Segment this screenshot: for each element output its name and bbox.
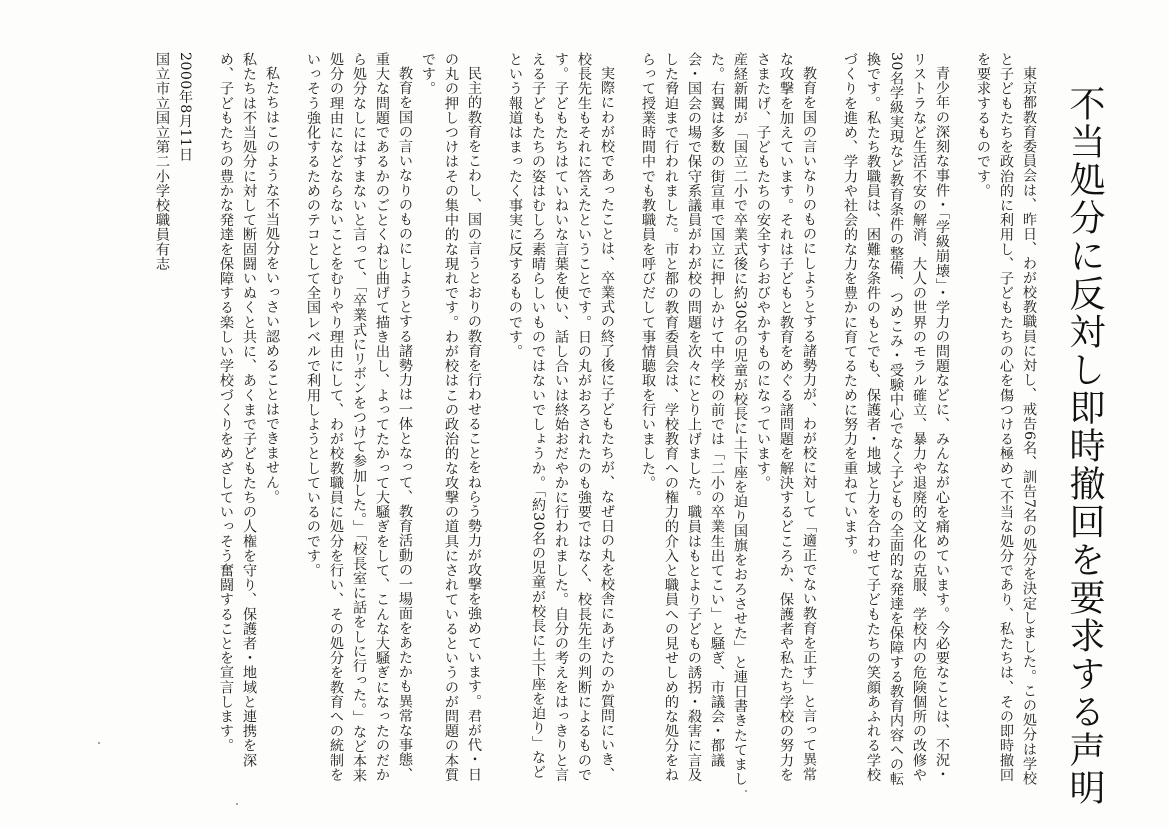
scan-speck bbox=[745, 790, 747, 792]
paragraph-1: 東京都教育委員会は、昨日、わが校教職員に対し、戒告6名、訓告7名の処分を決定しました。この処分は学校と子どもたちを政治的に利用し、子どもたちの心を傷つける極めて不当な処分であり、私たちは、その即時撤回を要求するものです。 bbox=[975, 52, 1037, 786]
paragraph-7: 教育を国の言いなりのものにしようとする諸勢力は一体となって、教育活動の一場面をあたかも異常な事態、重大な問題であるかのごとくねじ曲げて描き出し、よってたかって大騒ぎをして、こんな大騒ぎになったのだから処分なしにはすまないと言って、「卒業式にリボンをつけて参加した。」「校長室に話をしに行った。」など本来処分の理由になどならないことをむりやり理由にして、わが校教職員に処分を行い、その処分を教育への統制をいっそう強化するためのテコとして全国レベルで利用しようとしているのです。 bbox=[305, 52, 413, 783]
paragraph-4: 産経新聞が「国立二小で卒業式後に約30名の児童が校長に土下座を迫り国旗をおろさせた」と連日書きたてました。右翼は多数の街宣車で国立に押しかけて中学校の前では「二小の卒業生出てこい」と騒ぎ、市議会・都議会・国会の場で保守系議員がわが校の問題を次々にとり上げました。職員はもとより子どもの誘拐・殺害に言及した脅迫まで行われました。市と都の教育委員会は、学校教育への権力的介入と職員への見せしめ的な処分をねらって授業時間中でも教職員を呼びだして事情聴取を行いました。 bbox=[640, 52, 748, 787]
paragraph-5: 実際にわが校であったことは、卒業式の終了後に子どもたちが、なぜ日の丸を校舎にあげたのか質問にいき、校長先生もそれに答えたということです。日の丸がおろされたのも強要ではなく、校長先生の判断によるものです。子どもたちはていねいな言葉を使い、話し合いは終始おだやかに行われました。自分の考えをはっきりと言える子どもたちの姿はむしろ素晴らしいものではないでしょうか。「約30名の児童が校長に土下座を迫り」などという報道はまったく事実に反するものです。 bbox=[507, 52, 615, 782]
scan-speck bbox=[98, 742, 100, 744]
scan-speck bbox=[236, 803, 238, 805]
paragraph-9: 私たちは不当処分に対して断固闘いぬくと共に、あくまで子どもたちの人権を守り、保護者・地域と連携を深め、子どもたちの豊かな発達を保障する楽しい学校づくりをめざしていっそう奮闘することを宣言します。 bbox=[218, 52, 257, 768]
paragraph-6: 民主的教育をこわし、国の言うとおりの教育を行わせることをねらう勢力が攻撃を強めています。君が代・日の丸の押しつけはその集中的な現れです。わが校はこの政治的な攻撃の道具にされているというのが問題の本質です。 bbox=[420, 52, 482, 782]
paragraph-8: 私たちはこのような不当処分をいっさい認めることはできません。 bbox=[264, 66, 280, 505]
statement-body bbox=[80, 52, 1040, 792]
paragraph-2: 青少年の深刻な事件・「学級崩壊」・学力の問題などに、みんなが心を痛めています。今必要なことは、不況・リストラなど生活不安の解消、大人の世界のモラル確立、暴力や退廃的文化の克服、学校内の危険個所の改修や30名学級実現など教育条件の整備、つめこみ・受験中心でなく子どもの全面的な発達を保障する教育内容への転換です。私たち教職員は、困難な条件のもとでも、保護者・地域と力を合わせて子どもたちの笑顔あふれる学校づくりを進め、学力や社会的な力を豊かに育てるために努力を重ねています。 bbox=[842, 52, 950, 787]
paragraph-3: 教育を国の言いなりのものにしようとする諸勢力が、わが校に対して「適正でない教育を正す」と言って異常な攻撃を加えています。それは子どもと教育をめぐる諸問題を解決するどころか、保護者や私たち学校の努力をさまたげ、子どもたちの安全すらおびやかすものになっています。 bbox=[755, 52, 817, 782]
signatory: 国立市立国立第二小学校職員有志 bbox=[154, 52, 170, 271]
document-title: 不当処分に反対し即時撤回を要求する声明 bbox=[1064, 85, 1105, 807]
statement-date: 2000年8月11日 bbox=[177, 52, 193, 162]
